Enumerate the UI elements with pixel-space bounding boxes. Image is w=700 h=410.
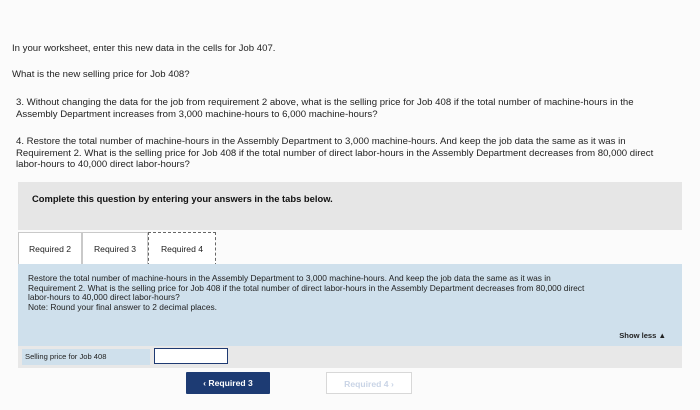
requirement-panel	[18, 264, 682, 346]
tab-required-2[interactable]: Required 2	[18, 232, 82, 265]
question-line-1: In your worksheet, enter this new data in the cells for Job 407.	[12, 43, 276, 54]
panel-question: Restore the total number of machine-hours in the Assembly Department to 3,000 machine-hours. And keep the job data the same as it was in Requirement 2. What is the selling price for Job 408 if the total number of direct labor-hours in the Assembly Department decreases from 80,000 direct labor-hours to 40,000 direct labor-hours?	[28, 273, 585, 303]
answer-row	[18, 346, 682, 368]
tab-required-3[interactable]: Required 3	[82, 232, 148, 265]
question-line-2: What is the new selling price for Job 408?	[12, 69, 190, 80]
instruction-text: Complete this question by entering your answers in the tabs below.	[32, 193, 333, 204]
show-less-button[interactable]: Show less ▲	[619, 331, 666, 340]
question-item-4: 4. Restore the total number of machine-hours in the Assembly Department to 3,000 machine-hours. And keep the job data the same as it was in Requirement 2. What is the selling price for Job 408 if the total number of direct labor-hours in the Assembly Department decreases from 80,000 direct labor-hours to 40,000 direct labor-hours?	[16, 136, 654, 170]
selling-price-input[interactable]	[154, 348, 228, 364]
next-required-4-button[interactable]: Required 4 ›	[326, 372, 412, 394]
tab-required-4[interactable]: Required 4	[148, 232, 216, 266]
instruction-box	[18, 182, 682, 230]
panel-text-block	[28, 274, 588, 312]
question-item-3: 3. Without changing the data for the job from requirement 2 above, what is the selling price for Job 408 if the total number of machine-hours in the Assembly Department increases from 3,000 machine-hours to 6,000 machine-hours?	[16, 97, 634, 120]
answer-label: Selling price for Job 408	[22, 349, 150, 365]
prev-required-3-button[interactable]: ‹ Required 3	[186, 372, 270, 394]
panel-note: Note: Round your final answer to 2 decimal places.	[28, 301, 218, 312]
